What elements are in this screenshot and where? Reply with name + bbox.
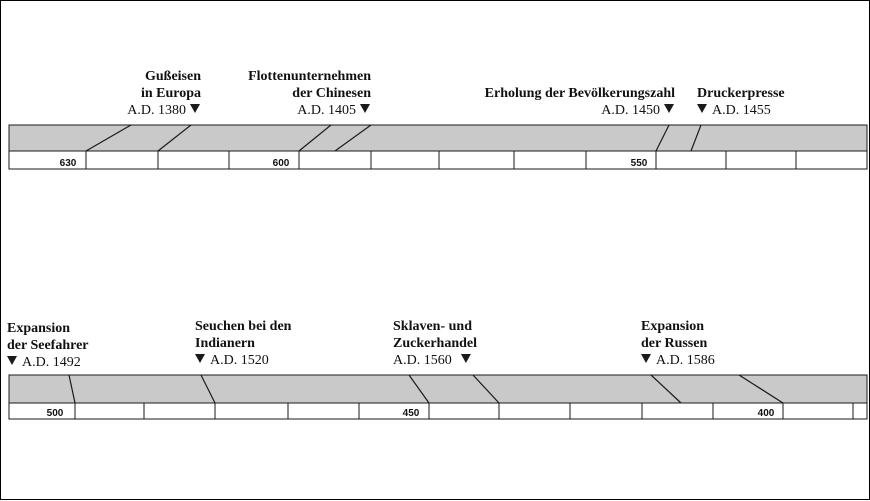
event-annotation [393,319,477,368]
down-triangle-icon [664,104,674,113]
event-label: der Russen [641,336,708,351]
event-date: A.D. 1405 [297,103,356,118]
event-label: Flottenunternehmen [248,69,371,84]
timeline-svg [1,1,870,501]
event-label: Expansion [641,319,705,334]
event-date: A.D. 1450 [601,103,660,118]
timeline-band [9,125,867,151]
event-label: Zuckerhandel [393,336,478,351]
scale-tick-label: 450 [402,408,420,419]
down-triangle-icon [641,354,651,363]
event-annotation [7,321,89,370]
event-label: Seuchen bei den [195,319,292,334]
event-date: A.D. 1560 [393,353,452,368]
event-date: A.D. 1455 [712,103,771,118]
event-label: Sklaven- und [393,319,472,334]
timeline-band [9,375,867,403]
scale-tick-label: 600 [272,158,290,169]
event-label: Indianern [195,336,255,351]
down-triangle-icon [697,104,707,113]
scale-strip [9,403,867,419]
event-annotation [248,69,371,118]
scale-tick-label: 500 [46,408,64,419]
scale-tick-label: 550 [630,158,648,169]
event-annotation [195,319,292,368]
event-date: A.D. 1492 [22,355,81,370]
event-label: Druckerpresse [697,86,785,101]
event-label: Erholung der Bevölkerungszahl [484,86,675,101]
scale-strip [9,151,867,169]
scale-tick-label: 400 [757,408,775,419]
event-date: A.D. 1380 [127,103,186,118]
down-triangle-icon [360,104,370,113]
event-date: A.D. 1520 [210,353,269,368]
event-annotation [641,319,715,368]
event-label: der Seefahrer [7,338,89,353]
down-triangle-icon [190,104,200,113]
scale-tick-label: 630 [59,158,77,169]
event-date: A.D. 1586 [656,353,715,368]
down-triangle-icon [195,354,205,363]
event-label: in Europa [140,86,201,101]
down-triangle-icon [7,356,17,365]
event-label: Gußeisen [144,69,201,84]
event-label: der Chinesen [292,86,371,101]
event-annotation [127,69,201,118]
event-annotation [697,86,785,118]
event-annotation [485,86,675,118]
timeline-row [9,69,867,169]
event-label: Expansion [7,321,71,336]
timeline-row [7,319,867,419]
down-triangle-icon [461,354,471,363]
